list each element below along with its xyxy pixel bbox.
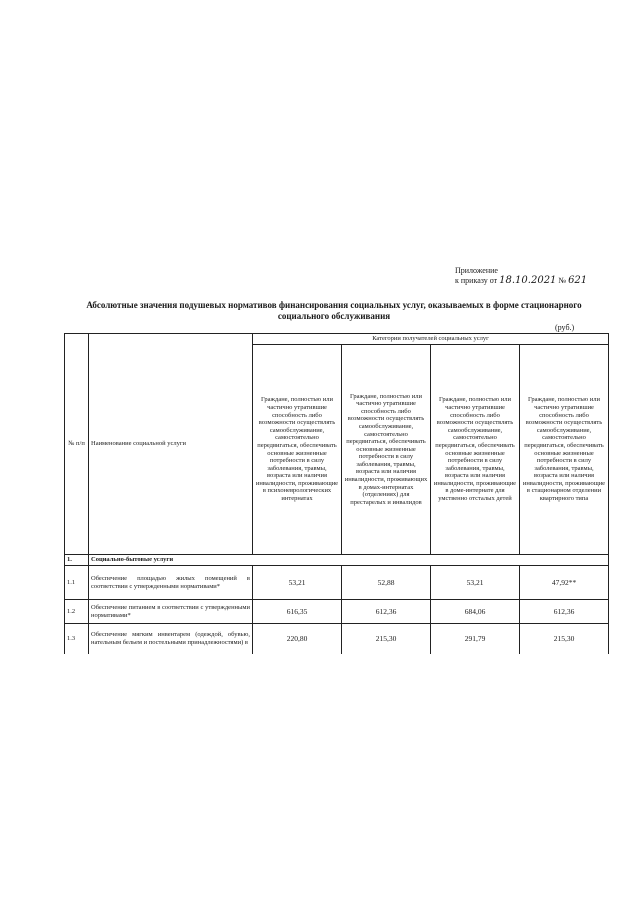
row-value: 215,30 xyxy=(520,624,609,654)
table-row xyxy=(65,600,609,624)
table-row xyxy=(65,566,609,600)
order-prefix: к приказу от xyxy=(455,276,498,285)
order-number-label: № xyxy=(558,276,567,285)
category-column-2: Граждане, полностью или частично утратившие способность либо возможности осуществлять самообслуживание, самостоятельно передвигаться, обеспечивать основные жизненные потребности в силу заболевания, травмы, возраста или наличия инвалидности, проживающих в домах-интернатах (отделениях) для престарелых и инвалидов xyxy=(342,345,431,555)
row-value: 215,30 xyxy=(342,624,431,654)
header-categories: Категории получателей социальных услуг xyxy=(253,334,609,345)
appendix-label: Приложение xyxy=(455,266,498,275)
order-number: 621 xyxy=(568,275,588,286)
appendix-block xyxy=(455,266,605,286)
category-column-4: Граждане, полностью или частично утратившие способность либо возможности осуществлять самообслуживание, самостоятельно передвигаться, обеспечивать основные жизненные потребности в силу заболевания, травмы, возраста или наличия инвалидности, проживающие в стационарном отделении квартирного типа xyxy=(520,345,609,555)
header-service-name: Наименование социальной услуги xyxy=(89,334,253,555)
order-date: 18.10.2021 xyxy=(499,275,557,286)
row-value: 53,21 xyxy=(253,566,342,600)
row-value: 47,92** xyxy=(520,566,609,600)
row-service-name: Обеспечение площадью жилых помещений в соответствии с утвержденными нормативами* xyxy=(89,566,253,600)
document-title: Абсолютные значения подушевых нормативов финансирования социальных услуг, оказываемых в форме стационарного социального обслуживания xyxy=(86,300,582,321)
row-value: 52,88 xyxy=(342,566,431,600)
category-column-1: Граждане, полностью или частично утратившие способность либо возможности осуществлять самообслуживание, самостоятельно передвигаться, обеспечивать основные жизненные потребности в силу заболевания, травмы, возраста или наличия инвалидности, проживающие в психоневрологических интернатах xyxy=(253,345,342,555)
row-value: 612,36 xyxy=(520,600,609,624)
section-name: Социально-бытовые услуги xyxy=(89,555,609,566)
row-value: 291,79 xyxy=(431,624,520,654)
norms-table xyxy=(64,333,609,654)
row-value: 616,35 xyxy=(253,600,342,624)
row-number: 1.1 xyxy=(65,566,89,600)
section-number: 1. xyxy=(65,555,89,566)
table-row xyxy=(65,624,609,654)
unit-label: (руб.) xyxy=(555,323,575,332)
row-number: 1.2 xyxy=(65,600,89,624)
row-value: 684,06 xyxy=(431,600,520,624)
row-number: 1.3 xyxy=(65,624,89,654)
row-value: 220,80 xyxy=(253,624,342,654)
section-row xyxy=(65,555,609,566)
row-service-name: Обеспечение мягким инвентарем (одеждой, обувью, нательным бельем и постельными принадлежностями) в xyxy=(89,624,253,654)
row-value: 612,36 xyxy=(342,600,431,624)
row-service-name: Обеспечение питанием в соответствии с утвержденными нормативами* xyxy=(89,600,253,624)
header-number: № п/п xyxy=(65,334,89,555)
category-column-3: Граждане, полностью или частично утратившие способность либо возможности осуществлять самообслуживание, самостоятельно передвигаться, обеспечивать основные жизненные потребности в силу заболевания, травмы, возраста или наличия инвалидности, проживающие в доме-интернате для умственно отсталых детей xyxy=(431,345,520,555)
row-value: 53,21 xyxy=(431,566,520,600)
order-reference xyxy=(455,276,605,286)
header-row-top xyxy=(65,334,609,345)
